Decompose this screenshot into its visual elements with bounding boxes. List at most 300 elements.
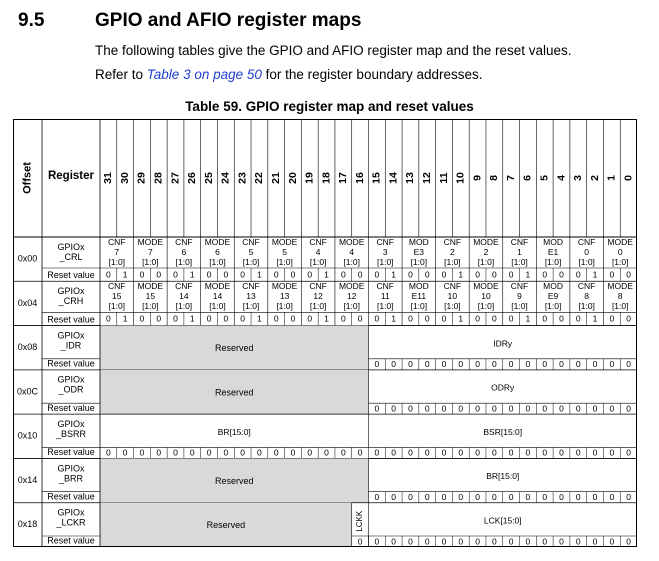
reset-bit: 0 — [458, 491, 464, 502]
reset-bit: 0 — [106, 447, 111, 458]
field-label: [1:0] — [578, 301, 595, 312]
bit-header: 6 — [521, 175, 534, 181]
field-label: 1 — [517, 246, 522, 257]
reset-bit: 0 — [424, 536, 430, 547]
reset-bit: 1 — [257, 269, 262, 280]
reset-bit: 0 — [156, 447, 162, 458]
bit-header: 30 — [118, 172, 131, 184]
reset-bit: 0 — [559, 447, 564, 458]
field-label: MODE — [607, 281, 633, 292]
bit-header: 1 — [605, 175, 618, 181]
field-label: [1:0] — [343, 301, 360, 312]
reset-bit: 0 — [391, 403, 397, 414]
reset-bit: 0 — [508, 491, 514, 502]
reset-bit: 0 — [374, 447, 380, 458]
reset-bit: 0 — [408, 313, 413, 324]
reset-bit: 0 — [173, 447, 178, 458]
register-offset: 0x0C — [16, 386, 39, 397]
reset-bit: 0 — [559, 313, 564, 324]
field-label: MODE — [271, 281, 298, 292]
reset-bit: 0 — [559, 491, 564, 502]
reset-bit: 0 — [139, 447, 145, 458]
reset-bit: 1 — [122, 313, 128, 324]
bit-header: 8 — [488, 175, 501, 181]
bit-header: 4 — [555, 175, 568, 181]
reset-bit: 0 — [223, 313, 229, 324]
field-label: 15 — [112, 291, 122, 302]
reset-bit: 0 — [525, 359, 531, 370]
reset-bit: 0 — [357, 269, 363, 280]
reset-bit: 0 — [475, 403, 480, 414]
field-label: 8 — [617, 291, 623, 302]
refer-text — [95, 67, 483, 82]
reset-bit: 1 — [257, 313, 262, 324]
field-label: CNF — [175, 236, 193, 247]
reset-label: Reset value — [47, 270, 95, 281]
field-label: CNF — [376, 236, 395, 247]
reset-bit: 0 — [592, 447, 598, 458]
reset-bit: 0 — [592, 359, 598, 370]
reset-bit: 1 — [324, 313, 329, 324]
field-label: 14 — [212, 291, 223, 302]
reset-bit: 0 — [609, 403, 615, 414]
reset-bit: 1 — [525, 269, 531, 280]
reset-bit: 0 — [609, 536, 615, 547]
field-label: CNF — [175, 281, 193, 292]
bit-header: 11 — [437, 172, 450, 184]
reset-bit: 0 — [475, 491, 480, 502]
reset-bit: 0 — [575, 269, 581, 280]
refer-prefix: Refer to — [95, 67, 147, 82]
reset-bit: 0 — [441, 403, 447, 414]
field-label: 8 — [584, 291, 590, 302]
field-label: [1:0] — [108, 301, 126, 312]
reset-bit: 0 — [559, 269, 564, 280]
field-label: MODE — [338, 236, 365, 247]
reset-bit: 0 — [626, 359, 631, 370]
reset-bit: 0 — [290, 447, 296, 458]
field-label: CNF — [443, 281, 462, 292]
reset-bit: 0 — [559, 359, 564, 370]
field-label: 4 — [349, 246, 355, 257]
field-label: 7 — [147, 246, 153, 257]
register-name: GPIOx — [57, 419, 85, 430]
field-label: 14 — [179, 291, 189, 302]
reset-bit: 0 — [374, 359, 380, 370]
field-label: 2 — [483, 246, 489, 257]
reserved-label: Reserved — [206, 520, 246, 531]
field-label: 10 — [447, 291, 458, 302]
field-label: 0 — [584, 246, 590, 257]
reset-bit: 0 — [391, 359, 397, 370]
reset-bit: 0 — [508, 359, 514, 370]
field-label: MOD — [543, 281, 564, 292]
reset-bit: 0 — [257, 447, 262, 458]
refer-suffix: for the register boundary addresses. — [261, 67, 483, 82]
reset-bit: 0 — [340, 269, 346, 280]
reset-label: Reset value — [47, 314, 95, 325]
reset-bit: 0 — [508, 403, 514, 414]
reset-bit: 0 — [592, 536, 598, 547]
reset-bit: 0 — [408, 491, 413, 502]
field-label: MOD — [543, 236, 564, 247]
field-label: 0 — [617, 246, 623, 257]
reset-bit: 0 — [139, 313, 145, 324]
field-label: CNF — [108, 236, 126, 247]
register-offset: 0x00 — [17, 253, 38, 264]
reset-bit: 0 — [575, 447, 581, 458]
reset-bit: 0 — [626, 536, 631, 547]
field-label: [1:0] — [175, 301, 193, 312]
field-label: 12 — [346, 291, 357, 302]
field-label: MODE — [607, 236, 633, 247]
field-label: [1:0] — [242, 301, 260, 312]
bit-header: 17 — [337, 172, 350, 184]
reset-bit: 0 — [575, 536, 581, 547]
register-name: GPIOx — [57, 241, 85, 252]
reset-bit: 0 — [340, 313, 346, 324]
field-label: MODE — [338, 281, 365, 292]
reset-bit: 0 — [542, 313, 548, 324]
field-label: [1:0] — [242, 256, 260, 267]
reset-bit: 0 — [542, 403, 548, 414]
field-label: CNF — [242, 281, 260, 292]
field-label: E1 — [547, 246, 559, 257]
reset-bit: 0 — [240, 269, 246, 280]
field-label: 6 — [215, 246, 220, 257]
reset-bit: 0 — [357, 447, 363, 458]
register-name: _ODR — [58, 384, 84, 395]
reset-bit: 0 — [508, 536, 514, 547]
reset-bit: 0 — [189, 447, 195, 458]
reset-bit: 0 — [441, 269, 447, 280]
register-name: GPIOx — [57, 507, 85, 518]
field-label: MODE — [271, 236, 298, 247]
field-label: CNF — [309, 281, 327, 292]
field-label: [1:0] — [544, 301, 562, 312]
field-label: [1:0] — [511, 256, 528, 267]
field-label: [1:0] — [511, 301, 528, 312]
reset-bit: 1 — [592, 269, 598, 280]
reset-bit: 0 — [374, 491, 380, 502]
reset-bit: 0 — [491, 447, 497, 458]
reset-bit: 0 — [408, 359, 413, 370]
reset-bit: 0 — [592, 491, 598, 502]
reset-bit: 0 — [424, 403, 430, 414]
reserved-label: Reserved — [214, 475, 254, 486]
reset-bit: 0 — [408, 447, 413, 458]
reset-bit: 0 — [307, 447, 313, 458]
register-name: GPIOx — [57, 463, 85, 474]
field-label: [1:0] — [477, 256, 495, 267]
reset-bit: 0 — [374, 536, 380, 547]
offset-header: Offset — [21, 162, 34, 194]
reset-bit: 0 — [273, 269, 279, 280]
bit-header: 12 — [421, 172, 434, 184]
bit-header: 27 — [169, 172, 182, 184]
reset-label: Reset value — [47, 358, 95, 369]
reset-bit: 0 — [441, 447, 447, 458]
reset-bit: 0 — [408, 269, 413, 280]
bit-header: 0 — [622, 175, 635, 181]
field-label: MODE — [137, 281, 164, 292]
reset-bit: 0 — [525, 491, 531, 502]
field-label: 11 — [380, 291, 390, 302]
reset-bit: 0 — [441, 491, 447, 502]
reset-bit: 0 — [475, 313, 480, 324]
bit-header: 5 — [538, 175, 551, 181]
reset-bit: 1 — [458, 269, 464, 280]
bit-header: 28 — [152, 172, 165, 184]
reset-bit: 0 — [324, 447, 329, 458]
reset-bit: 0 — [475, 536, 480, 547]
reset-bit: 0 — [240, 447, 246, 458]
reset-label: Reset value — [47, 402, 95, 413]
field-label: [1:0] — [309, 301, 327, 312]
reset-bit: 0 — [106, 269, 111, 280]
register-offset: 0x04 — [17, 297, 38, 308]
register-offset: 0x14 — [17, 474, 38, 485]
field-label: MODE — [204, 236, 231, 247]
reset-bit: 0 — [424, 447, 430, 458]
reset-bit: 0 — [609, 447, 615, 458]
field-label: 5 — [248, 246, 254, 257]
register-name: GPIOx — [57, 286, 85, 297]
reset-bit: 0 — [458, 536, 464, 547]
reset-bit: 0 — [525, 447, 531, 458]
field-label: 12 — [313, 291, 323, 302]
field-label: E9 — [547, 291, 559, 302]
reset-bit: 0 — [156, 313, 162, 324]
bit-header: 21 — [269, 172, 282, 184]
reset-bit: 1 — [458, 313, 464, 324]
bit-header: 13 — [404, 172, 417, 184]
field-label: MODE — [473, 236, 499, 247]
register-name: GPIOx — [57, 374, 85, 385]
register-name: _LCKR — [56, 517, 86, 528]
reset-bit: 0 — [575, 491, 581, 502]
reset-bit: 0 — [441, 359, 447, 370]
reset-bit: 0 — [626, 403, 631, 414]
reset-bit: 0 — [525, 403, 531, 414]
section-number: 9.5 — [18, 10, 45, 31]
field-label: [1:0] — [175, 256, 193, 267]
reset-bit: 0 — [357, 313, 363, 324]
reset-bit: 0 — [559, 536, 564, 547]
field-label: [1:0] — [142, 256, 159, 267]
reset-bit: 1 — [122, 269, 128, 280]
reset-bit: 0 — [122, 447, 128, 458]
field-label: E11 — [411, 291, 427, 302]
reset-bit: 0 — [223, 269, 229, 280]
bit-header: 2 — [588, 175, 601, 181]
reset-bit: 0 — [240, 313, 246, 324]
table-reference-link[interactable]: Table 3 on page 50 — [146, 67, 262, 82]
register-name: _CRH — [58, 296, 84, 307]
table-caption: Table 59. GPIO register map and reset values — [185, 99, 474, 114]
bit-header: 7 — [504, 175, 517, 181]
reset-bit: 0 — [592, 403, 598, 414]
reset-bit: 0 — [542, 536, 548, 547]
reset-bit: 0 — [491, 269, 497, 280]
reset-bit: 0 — [206, 447, 212, 458]
reset-bit: 0 — [424, 269, 430, 280]
reset-bit: 1 — [391, 269, 397, 280]
register-name: _IDR — [60, 340, 82, 351]
bit-header: 29 — [135, 172, 148, 184]
register-offset: 0x08 — [17, 342, 38, 353]
reset-label: Reset value — [47, 447, 95, 458]
reset-bit: 0 — [424, 359, 430, 370]
field-label: [1:0] — [444, 256, 461, 267]
field-label: [1:0] — [209, 256, 226, 267]
field-label: MOD — [408, 236, 429, 247]
reset-bit: 0 — [491, 403, 497, 414]
bit-header: 25 — [202, 172, 215, 184]
field-label: MODE — [473, 281, 499, 292]
reset-bit: 0 — [626, 313, 631, 324]
reserved-label: Reserved — [214, 387, 254, 398]
reset-bit: 0 — [542, 447, 548, 458]
field-label: 7 — [114, 246, 120, 257]
field-label: 2 — [450, 246, 455, 257]
field-label: MODE — [204, 281, 231, 292]
field-label: MODE — [137, 236, 164, 247]
reset-bit: 0 — [173, 269, 178, 280]
reset-bit: 0 — [374, 269, 380, 280]
reset-bit: 1 — [189, 269, 195, 280]
reset-bit: 0 — [626, 491, 631, 502]
field-label: 15 — [145, 291, 156, 302]
field-label: [1:0] — [410, 256, 428, 267]
bit-header: 15 — [370, 172, 383, 184]
reset-bit: 0 — [223, 447, 229, 458]
register-name: GPIOx — [57, 330, 85, 341]
reset-bit: 0 — [424, 491, 430, 502]
field-label: ODRy — [491, 382, 515, 393]
reset-bit: 0 — [391, 447, 397, 458]
reset-bit: 0 — [139, 269, 145, 280]
reset-bit: 0 — [475, 447, 480, 458]
field-label: [1:0] — [578, 256, 595, 267]
reset-bit: 0 — [491, 491, 497, 502]
field-label: [1:0] — [276, 301, 293, 312]
reset-bit: 0 — [273, 447, 279, 458]
reset-bit: 1 — [189, 313, 195, 324]
register-name: _CRL — [59, 251, 83, 262]
bit-header: 18 — [320, 172, 333, 184]
bit-header: 16 — [353, 172, 366, 184]
reset-bit: 0 — [609, 491, 615, 502]
reserved-label: Reserved — [214, 343, 254, 354]
field-label: [1:0] — [209, 301, 226, 312]
field-label: [1:0] — [309, 256, 327, 267]
field-label: BR[15:0] — [217, 426, 251, 437]
reset-bit: 0 — [340, 447, 346, 458]
reset-label: Reset value — [47, 535, 95, 546]
reset-bit: 0 — [542, 269, 548, 280]
field-label: IDRy — [493, 338, 513, 349]
field-label: 13 — [279, 291, 290, 302]
reset-bit: 0 — [441, 536, 447, 547]
bit-header: 23 — [236, 172, 249, 184]
reset-bit: 0 — [206, 313, 212, 324]
field-label: 9 — [517, 291, 522, 302]
reset-bit: 0 — [575, 403, 581, 414]
reset-bit: 0 — [290, 269, 296, 280]
field-label: 10 — [481, 291, 491, 302]
reset-bit: 0 — [475, 269, 480, 280]
field-label: [1:0] — [377, 301, 394, 312]
reset-bit: 0 — [374, 403, 380, 414]
reset-bit: 0 — [273, 313, 279, 324]
reset-bit: 0 — [391, 536, 397, 547]
field-label: [1:0] — [377, 256, 394, 267]
reset-bit: 0 — [458, 359, 464, 370]
field-label: 3 — [382, 246, 388, 257]
intro-text: The following tables give the GPIO and AFIO register map and the reset values. — [95, 43, 572, 58]
reset-bit: 1 — [324, 269, 329, 280]
field-label: CNF — [577, 281, 596, 292]
field-label: BR[15:0] — [486, 471, 520, 482]
reset-bit: 0 — [475, 359, 480, 370]
field-label: [1:0] — [343, 256, 360, 267]
reset-bit: 1 — [592, 313, 598, 324]
field-label: 5 — [282, 246, 287, 257]
bit-header: 14 — [387, 172, 400, 184]
reset-bit: 0 — [525, 536, 531, 547]
bit-header: 26 — [186, 172, 199, 184]
field-label: 4 — [315, 246, 321, 257]
reset-bit: 0 — [156, 269, 162, 280]
reset-bit: 0 — [408, 403, 413, 414]
reset-bit: 0 — [542, 491, 548, 502]
reset-bit: 0 — [441, 313, 447, 324]
bit-header: 20 — [286, 172, 299, 184]
field-label: CNF — [376, 281, 395, 292]
reset-bit: 0 — [508, 313, 514, 324]
reset-bit: 0 — [458, 403, 464, 414]
field-label: CNF — [242, 236, 260, 247]
reset-bit: 0 — [307, 313, 313, 324]
field-label: CNF — [443, 236, 462, 247]
reset-bit: 0 — [508, 269, 514, 280]
reset-bit: 0 — [357, 536, 363, 547]
reset-label: Reset value — [47, 491, 95, 502]
field-label: 6 — [181, 246, 187, 257]
bit-header: 24 — [219, 172, 232, 184]
bit-header: 22 — [253, 172, 266, 184]
reset-bit: 0 — [374, 313, 380, 324]
field-label: CNF — [510, 236, 529, 247]
reset-bit: 0 — [626, 447, 631, 458]
field-label: 13 — [246, 291, 256, 302]
field-label: MOD — [408, 281, 429, 292]
register-header: Register — [47, 170, 95, 183]
reset-bit: 0 — [508, 447, 514, 458]
reset-bit: 0 — [458, 447, 464, 458]
field-label: [1:0] — [611, 256, 629, 267]
reset-bit: 0 — [307, 269, 313, 280]
reset-bit: 0 — [408, 536, 413, 547]
field-label: [1:0] — [544, 256, 562, 267]
field-label: [1:0] — [276, 256, 293, 267]
reset-bit: 0 — [206, 269, 212, 280]
section-title: GPIO and AFIO register maps — [95, 10, 362, 31]
field-label: [1:0] — [477, 301, 495, 312]
register-offset: 0x18 — [17, 519, 38, 530]
bit-header: 10 — [454, 172, 467, 184]
